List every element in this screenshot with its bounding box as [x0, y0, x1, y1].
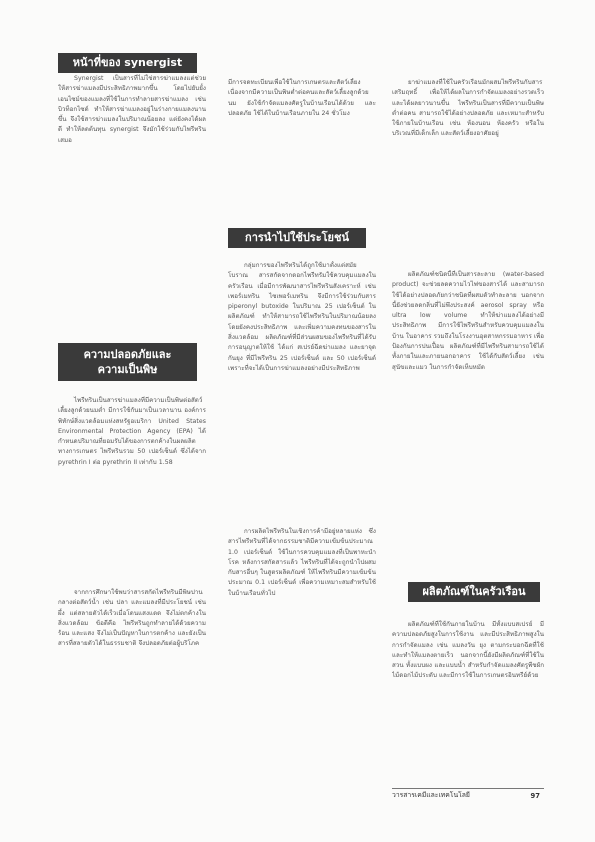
col2-paragraph-1	[228, 78, 376, 202]
col1-p1-text: Synergist เป็นสารที่ไม่ใช่สารฆ่าแมลงแต่ช่วยให้สารฆ่าแมลงมีประสิทธิภาพมากขึ้น โดยไปยับยั้งเอนไซม์ของแมลงที่ใช้ในการทำลายสารฆ่าแมลง เช่น บิวท็อกไซด์ ทำให้สารฆ่าแมลงอยู่ในร่างกายแมลงนานขึ้น จึงใช้สารฆ่าแมลงในปริมาณน้อยลง แต่ยังคงได้ผลดี ทำให้ลดต้นทุน synergist จึงมักใช้ร่วมกับไพรีทรินเสมอ	[58, 75, 206, 144]
heading-household-products: ผลิตภัณฑ์ในครัวเรือน	[408, 582, 540, 602]
col3-p2-text: ผลิตภัณฑ์ชนิดนี้ที่เป็นสารละลาย (water-based product) จะช่วยลดความไวไฟของสารได้ และสามารถใช้ได้อย่างปลอดภัยกว่าชนิดที่ผสมตัวทำละลาย นอกจากนี้ยังช่วยลดกลิ่นที่ไม่พึงประสงค์ aerosol spray หรือ ultra low volume ทำให้ฆ่าแมลงได้อย่างมีประสิทธิภาพ มีการใช้ไพรีทรินสำหรับควบคุมแมลงในบ้าน ในอาคาร รวมถึงในโรงงานอุตสาหกรรมอาหาร เพื่อป้องกันการปนเปื้อน ผลิตภัณฑ์ที่มีไพรีทรินสามารถใช้ได้ทั้งภายในและภายนอกอาคาร ใช้ได้กับสัตว์เลี้ยง เช่น สุนัขและแมว ในการกำจัดเห็บหมัด	[392, 271, 544, 371]
col2-p1-text: มีการจดทะเบียนเพื่อใช้ในการเกษตรและสัตว์เลี้ยง เนื่องจากมีความเป็นพิษต่ำต่อคนและสัตว์เลี้ยงลูกด้วยนม ยังใช้กำจัดแมลงศัตรูในบ้านเรือนได้ด้วย และปลอดภัย ใช้ได้ในบ้านเรือนภายใน 24 ชั่วโมง	[228, 79, 376, 117]
col2-p2-text: กลุ่มการของไพรีทรินได้ถูกใช้มาตั้งแต่สมัยโบราณ สารสกัดจากดอกไพรีทรัมใช้ควบคุมแมลงในครัวเรือน เมื่อมีการพัฒนาสารไพรีทรินสังเคราะห์ เช่น เพอร์เมทริน ไซเพอร์เมทริน จึงมีการใช้ร่วมกับสาร piperonyl butoxide ในปริมาณ 25 เปอร์เซ็นต์ ในผลิตภัณฑ์ ทำให้สามารถใช้ไพรีทรินในปริมาณน้อยลงโดยยังคงประสิทธิภาพ และเพิ่มความคงทนของสารในสิ่งแวดล้อม ผลิตภัณฑ์ที่มีส่วนผสมของไพรีทรินที่ได้รับการอนุญาตให้ใช้ ได้แก่ สเปรย์ฉีดฆ่าแมลง และยาจุดกันยุง ที่มีไพรีทริน 25 เปอร์เซ็นต์ และ 50 เปอร์เซ็นต์ เพราะที่จะได้เป็นการฆ่าแมลงอย่างมีประสิทธิภาพ	[228, 262, 376, 372]
heading-safety-toxicity	[58, 343, 197, 381]
heading-safety-line2: ความเป็นพิษ	[97, 363, 158, 376]
col2-p3-text: การผลิตไพรีทรินในเชิงการค้ามีอยู่หลายแห่ง ซึ่งสารไพรีทรินที่ได้จากธรรมชาติมีความเข้มข้นประมาณ 1.0 เปอร์เซ็นต์ ใช้ในการควบคุมแมลงที่เป็นพาหะนำโรค หลังการสกัดสารแล้ว ไพรีทรินที่ได้จะถูกนำไปผสมกับสารอื่นๆ ในสูตรผลิตภัณฑ์ ให้ไพรีทรินมีความเข้มข้นประมาณ 0.1 เปอร์เซ็นต์ เพื่อความเหมาะสมสำหรับใช้ในบ้านเรือนทั่วไป	[228, 528, 376, 597]
col3-paragraph-2	[392, 270, 544, 550]
col1-p3-text: จากการศึกษาใช้พบว่าสารสกัดไพรีทรินมีพิษปานกลางต่อสัตว์น้ำ เช่น ปลา และแมลงที่มีประโยชน์ เช่น ผึ้ง แต่สลายตัวได้เร็วเมื่อโดนแสงแดด จึงไม่ตกค้างในสิ่งแวดล้อม ข้อดีคือ ไพรีทรินถูกทำลายได้ด้วยความร้อน และแสง จึงไม่เป็นปัญหาในการตกค้าง และยังเป็นสารที่สลายตัวได้ในธรรมชาติ จึงปลอดภัยต่อผู้บริโภค	[58, 589, 206, 648]
col2-paragraph-3	[228, 527, 376, 672]
col3-p1-text: ยาฆ่าแมลงที่ใช้ในครัวเรือนมักผสมไพรีทรินกับสารเสริมฤทธิ์ เพื่อให้ได้ผลในการกำจัดแมลงอย่างรวดเร็ว และได้ผลยาวนานขึ้น ไพรีทรินเป็นสารที่มีความเป็นพิษต่ำต่อคน สามารถใช้ได้อย่างปลอดภัย และเหมาะสำหรับใช้ภายในบ้านเรือน เช่น ห้องนอน ห้องครัว หรือในบริเวณที่มีเด็กเล็ก และสัตว์เลี้ยงอาศัยอยู่	[392, 79, 544, 138]
heading-synergist-function: หน้าที่ของ synergist	[58, 53, 197, 73]
col1-paragraph-3	[58, 588, 206, 800]
col1-paragraph-1	[58, 74, 206, 334]
col1-p2-text: ไพรีทรินเป็นสารฆ่าแมลงที่มีความเป็นพิษต่อสัตว์เลี้ยงลูกด้วยนมต่ำ มีการใช้กันมาเป็นเวลานาน องค์การพิทักษ์สิ่งแวดล้อมแห่งสหรัฐอเมริกา United States Environmental Protection Agency (EPA) ได้กำหนดปริมาณที่ยอมรับได้ของการตกค้างในผลผลิตทางการเกษตร ไพรีทรินรวม 50 เปอร์เซ็นต์ ซึ่งได้จาก pyrethrin I ต่อ pyrethrin II เท่ากับ 1.58	[58, 397, 206, 466]
heading-safety-line1: ความปลอดภัยและ	[83, 348, 172, 361]
page-number: 97	[530, 792, 540, 800]
heading-applications: การนำไปใช้ประโยชน์	[228, 228, 366, 248]
col3-paragraph-3	[392, 620, 544, 784]
col2-paragraph-2	[228, 261, 376, 521]
col3-p3-text: ผลิตภัณฑ์ที่ใช้กันภายในบ้าน มีทั้งแบบสเปรย์ มีความปลอดภัยสูงในการใช้งาน และมีประสิทธิภาพสูงในการกำจัดแมลง เช่น แมลงวัน ยุง ตามกระบอกฉีดที่ใช้ และทำให้แมลงตายเร็ว นอกจากนี้ยังมีผลิตภัณฑ์ที่ใช้ในสวน ทั้งแบบผง และแบบน้ำ สำหรับกำจัดแมลงศัตรูพืชผัก ไม้ดอกไม้ประดับ และมีการใช้ในการเกษตรอินทรีย์ด้วย	[392, 621, 544, 680]
col1-paragraph-2	[58, 396, 206, 582]
journal-name: วารสารเคมีและเทคโนโลยี	[392, 791, 470, 799]
col3-paragraph-1	[392, 78, 544, 264]
page-footer	[392, 788, 544, 800]
